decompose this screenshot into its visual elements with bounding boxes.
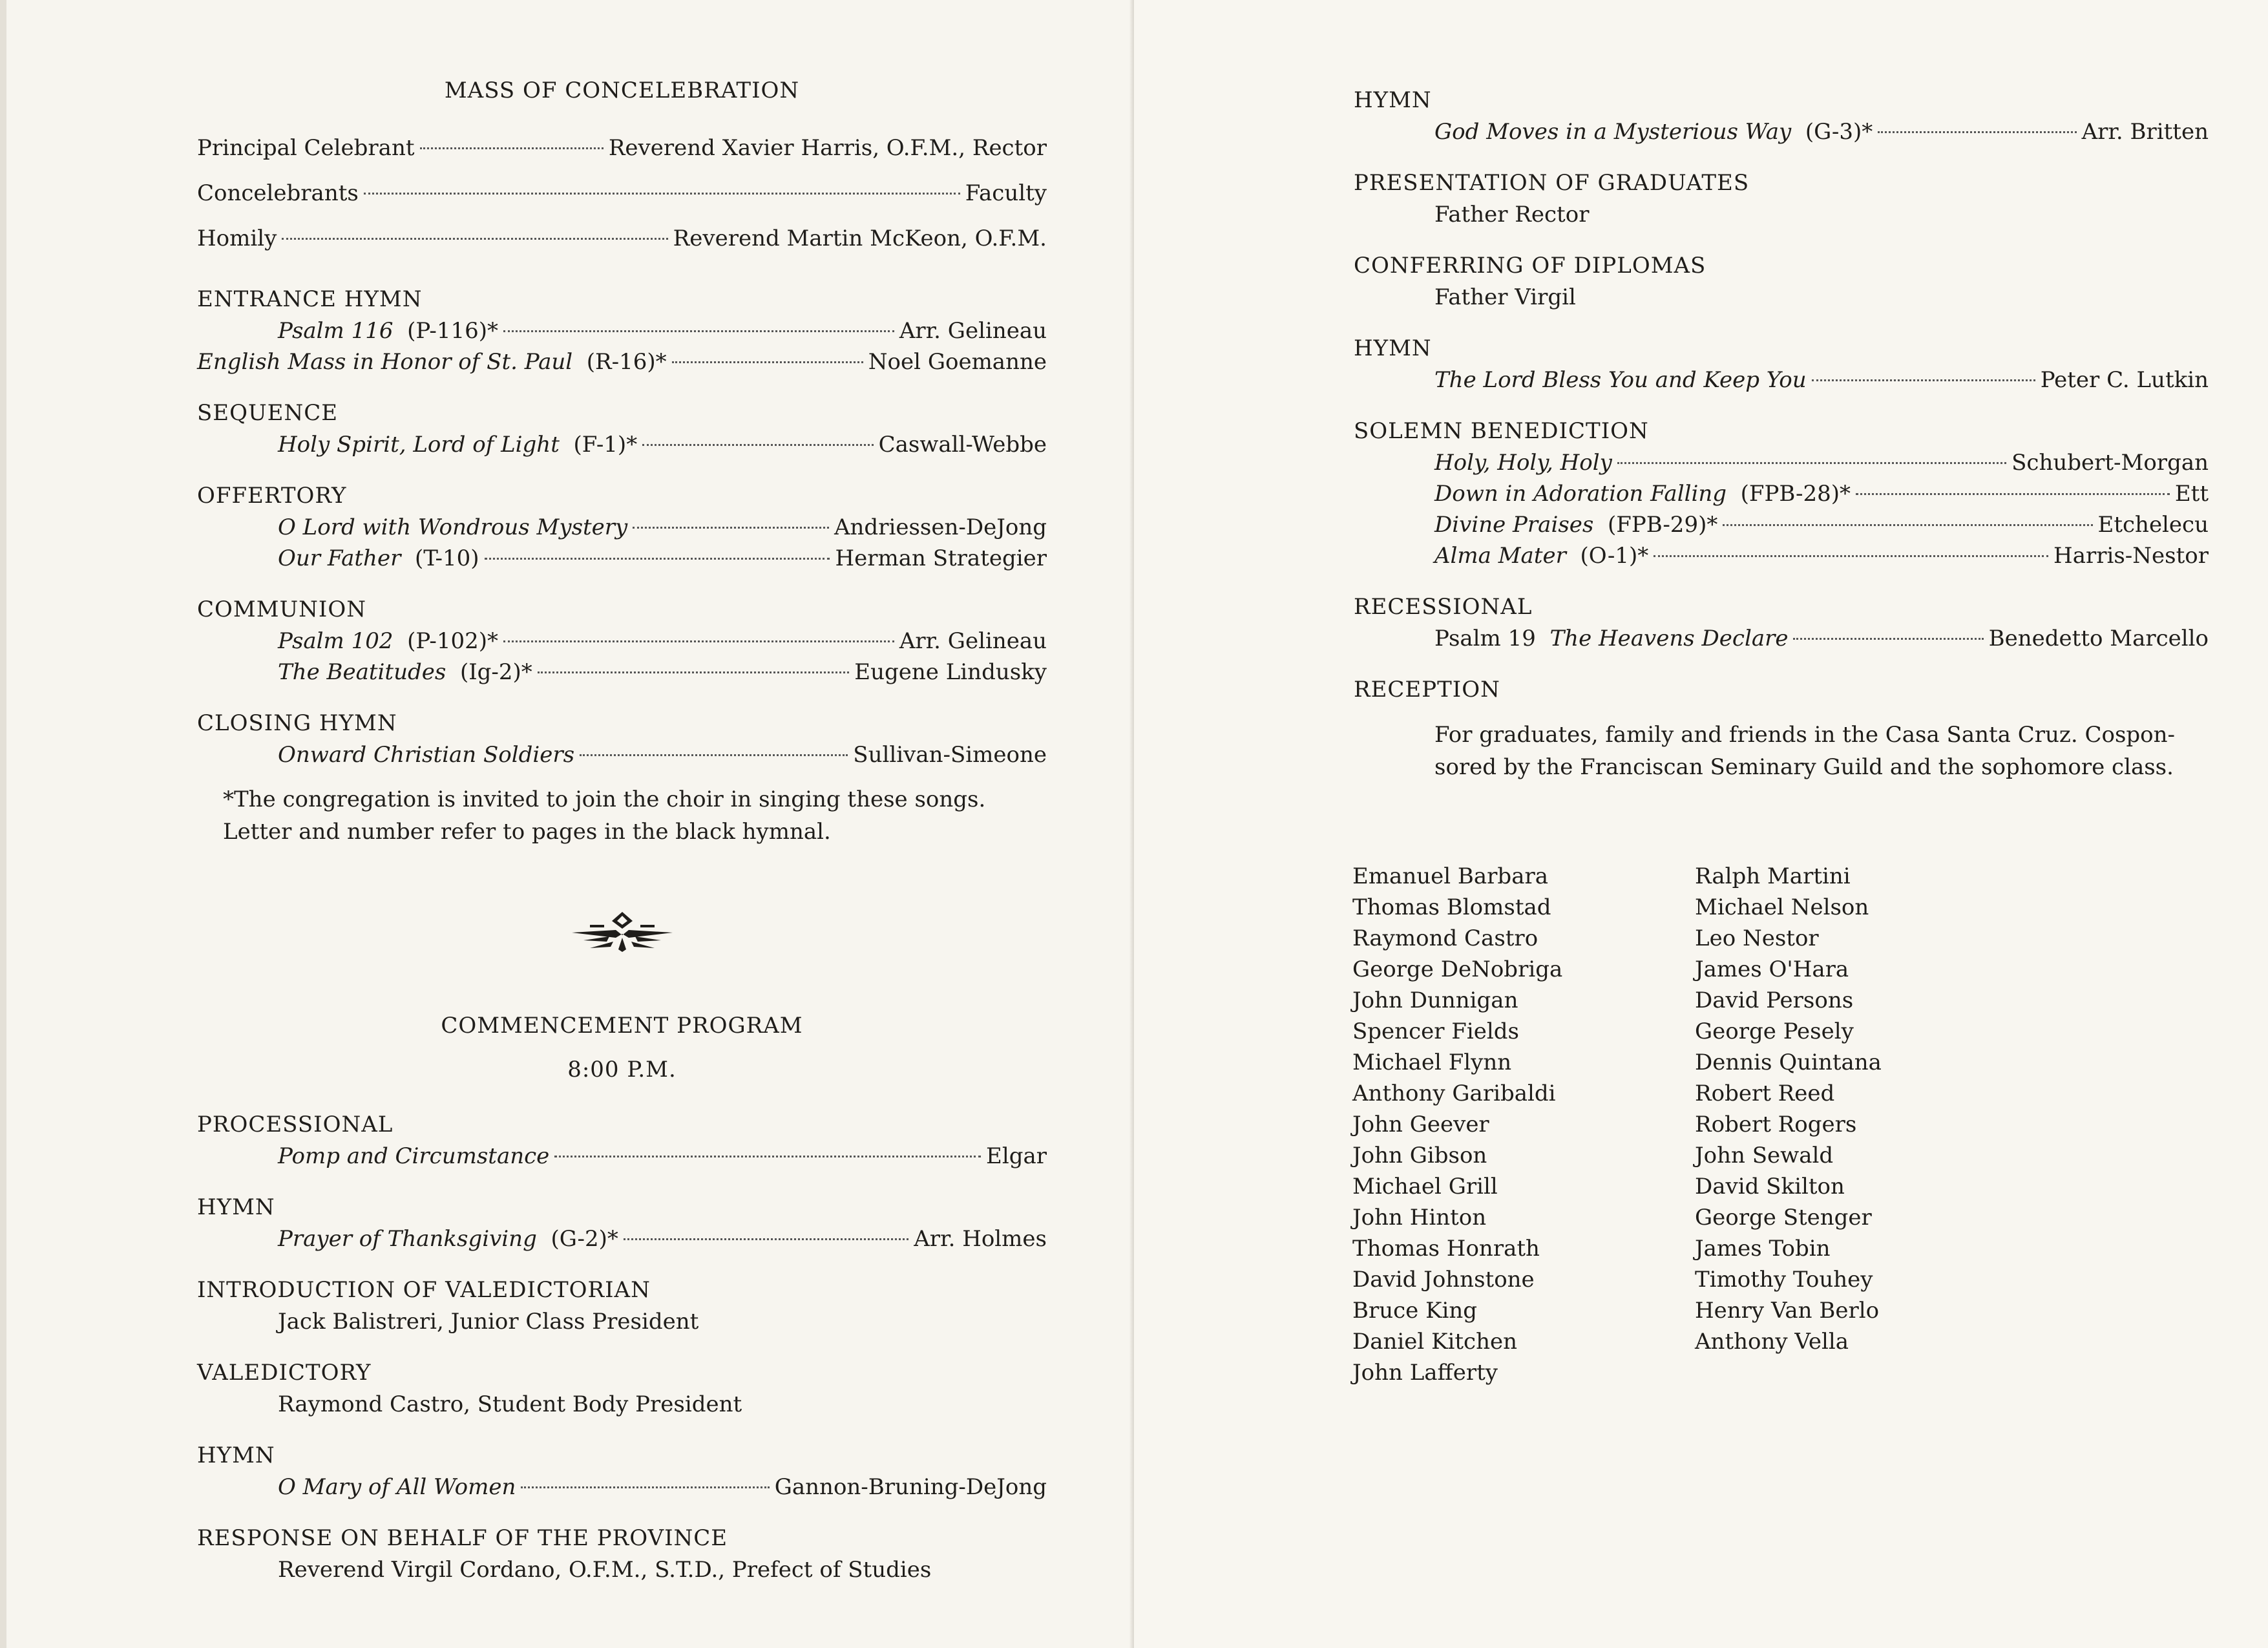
composer: Ett	[2174, 481, 2209, 507]
hymn-title: Alma Mater	[1434, 543, 1566, 569]
leader-dots	[633, 527, 829, 529]
role-label: Concelebrants	[197, 180, 359, 206]
leader-dots	[672, 361, 863, 363]
leader-dots	[1793, 638, 1983, 640]
hymn-heading: HYMN	[197, 1194, 275, 1220]
composer: Sullivan-Simeone	[853, 742, 1047, 768]
graduate-name: Michael Nelson	[1695, 894, 1869, 920]
communion-heading: COMMUNION	[197, 597, 366, 622]
composer: Noel Goemanne	[868, 349, 1047, 375]
hymn-row	[197, 346, 1047, 377]
response-heading: RESPONSE ON BEHALF OF THE PROVINCE	[197, 1525, 728, 1551]
composer: Peter C. Lutkin	[2040, 367, 2209, 393]
leader-dots	[1878, 131, 2076, 133]
graduate-name: George Stenger	[1695, 1205, 1872, 1231]
leader-dots	[580, 754, 848, 756]
leader-dots	[538, 671, 850, 673]
hymn-row	[197, 657, 1047, 688]
role-value: Reverend Xavier Harris, O.F.M., Rector	[608, 135, 1047, 161]
graduate-name: Thomas Honrath	[1352, 1236, 1540, 1262]
page-edge	[0, 0, 6, 1648]
hymn-title: The Heavens Declare	[1549, 626, 1789, 651]
graduate-name: James Tobin	[1695, 1236, 1831, 1262]
hymn-title: Divine Praises	[1434, 512, 1594, 538]
hymn-title: Holy Spirit, Lord of Light	[278, 432, 560, 458]
hymnal-ref: (F-1)*	[573, 432, 638, 458]
graduate-name: Spencer Fields	[1352, 1019, 1519, 1044]
reception-text	[1354, 719, 2209, 783]
graduate-name: Robert Reed	[1695, 1081, 1835, 1106]
leader-dots	[503, 330, 894, 332]
hymn-row	[197, 739, 1047, 770]
presentation-text: Father Rector	[1434, 202, 1590, 227]
graduate-name: Michael Grill	[1352, 1174, 1498, 1199]
leader-dots	[364, 193, 960, 195]
intro-valedictorian-text: Jack Balistreri, Junior Class President	[278, 1309, 699, 1335]
hymn-row	[197, 1223, 1047, 1254]
hymn-row	[1354, 478, 2209, 509]
leader-dots	[554, 1156, 981, 1157]
reception-heading: RECEPTION	[1354, 677, 1500, 703]
mass-row	[197, 132, 1047, 164]
graduate-name: Michael Flynn	[1352, 1050, 1512, 1075]
role-value: Reverend Martin McKeon, O.F.M.	[673, 226, 1047, 251]
hymn-title: O Mary of All Women	[278, 1474, 516, 1500]
leader-dots	[503, 640, 894, 642]
composer: Etchelecu	[2097, 512, 2209, 538]
graduate-name: John Dunnigan	[1352, 988, 1518, 1013]
hymn-title: Pomp and Circumstance	[278, 1143, 550, 1169]
leader-dots	[485, 558, 830, 560]
graduate-name: George DeNobriga	[1352, 956, 1563, 982]
recessional-heading: RECESSIONAL	[1354, 594, 1533, 620]
graduate-name: Leo Nestor	[1695, 925, 1819, 951]
hymnal-ref: (P-116)*	[407, 318, 499, 344]
ornament-divider	[197, 909, 1047, 955]
graduate-name: David Persons	[1695, 988, 1854, 1013]
hymn-row	[197, 626, 1047, 657]
graduate-names	[1352, 861, 2209, 1388]
graduate-name: Ralph Martini	[1695, 863, 1851, 889]
hymn-row	[1354, 364, 2209, 396]
graduate-name: Daniel Kitchen	[1352, 1329, 1517, 1355]
hymn-title: Down in Adoration Falling	[1434, 481, 1727, 507]
response-text: Reverend Virgil Cordano, O.F.M., S.T.D., Prefect of Studies	[278, 1557, 932, 1583]
hymnal-ref: (G-2)*	[551, 1226, 618, 1252]
composer: Arr. Holmes	[914, 1226, 1047, 1252]
reception-line: sored by the Franciscan Seminary Guild and the sophomore class.	[1434, 754, 2174, 780]
graduate-name: Raymond Castro	[1352, 925, 1538, 951]
composer: Arr. Gelineau	[899, 318, 1047, 344]
processional-heading: PROCESSIONAL	[197, 1112, 394, 1137]
hymn-title: God Moves in a Mysterious Way	[1434, 119, 1792, 145]
graduate-name: David Skilton	[1695, 1174, 1845, 1199]
graduate-names-column	[1352, 861, 1695, 1388]
hymn-title: Psalm 102	[278, 628, 394, 654]
leader-dots	[624, 1238, 908, 1240]
commencement-time: 8:00 P.M.	[567, 1057, 677, 1083]
leader-dots	[282, 238, 667, 240]
composer: Eugene Lindusky	[854, 659, 1047, 685]
graduate-names-column	[1695, 861, 1882, 1388]
leader-dots	[420, 147, 604, 149]
leader-dots	[1856, 493, 2170, 495]
hymnal-ref: (FPB-29)*	[1607, 512, 1718, 538]
graduate-name: John Lafferty	[1352, 1360, 1498, 1386]
hymn-title: Holy, Holy, Holy	[1434, 450, 1612, 476]
hymnal-ref: (FPB-28)*	[1740, 481, 1851, 507]
graduate-name: John Geever	[1352, 1112, 1489, 1137]
graduate-name: James O'Hara	[1695, 956, 1849, 982]
leader-dots	[1723, 524, 2092, 526]
closing-hymn-heading: CLOSING HYMN	[197, 710, 397, 736]
hymn-row	[197, 315, 1047, 346]
composer: Harris-Nestor	[2053, 543, 2209, 569]
composer: Benedetto Marcello	[1988, 626, 2209, 651]
mass-title: MASS OF CONCELEBRATION	[444, 78, 800, 103]
valedictory-heading: VALEDICTORY	[197, 1360, 372, 1386]
graduate-name: Anthony Garibaldi	[1352, 1081, 1556, 1106]
hymn-title: O Lord with Wondrous Mystery	[278, 514, 628, 540]
graduate-name: Dennis Quintana	[1695, 1050, 1882, 1075]
hymnal-ref: (P-102)*	[407, 628, 499, 654]
composer: Caswall-Webbe	[878, 432, 1047, 458]
hymn-title: Prayer of Thanksgiving	[278, 1226, 537, 1252]
leader-dots	[521, 1486, 769, 1488]
hymn-row	[197, 543, 1047, 574]
composer: Arr. Britten	[2081, 119, 2209, 145]
graduate-name: Emanuel Barbara	[1352, 863, 1548, 889]
hymn-row	[1354, 623, 2209, 654]
leader-dots	[1654, 555, 2048, 557]
hymn-row	[197, 512, 1047, 543]
hymn-row	[197, 1472, 1047, 1503]
hymnal-ref: (Ig-2)*	[459, 659, 532, 685]
hymn-heading: HYMN	[1354, 335, 1432, 361]
graduate-name: Bruce King	[1352, 1298, 1478, 1324]
hymn-title: Our Father	[278, 545, 401, 571]
hymnal-ref: (T-10)	[414, 545, 479, 571]
hymn-row	[1354, 116, 2209, 147]
mass-roles	[197, 132, 1047, 254]
leader-dots	[642, 444, 873, 446]
hymnal-ref: (O-1)*	[1580, 543, 1649, 569]
mass-row	[197, 223, 1047, 254]
valedictory-text: Raymond Castro, Student Body President	[278, 1391, 742, 1417]
sequence-heading: SEQUENCE	[197, 400, 339, 426]
graduate-name: Anthony Vella	[1695, 1329, 1849, 1355]
graduate-name: John Hinton	[1352, 1205, 1487, 1231]
leader-dots	[1812, 379, 2035, 381]
commencement-title: COMMENCEMENT PROGRAM	[441, 1013, 803, 1039]
hymn-heading: HYMN	[197, 1442, 275, 1468]
conferring-text: Father Virgil	[1434, 284, 1576, 310]
hymn-row	[1354, 540, 2209, 571]
composer: Elgar	[986, 1143, 1047, 1169]
composer: Herman Strategier	[835, 545, 1047, 571]
offertory-heading: OFFERTORY	[197, 483, 347, 509]
hymn-row	[197, 1141, 1047, 1172]
right-page	[1134, 0, 2268, 1648]
composer: Gannon-Bruning-DeJong	[774, 1474, 1047, 1500]
presentation-heading: PRESENTATION OF GRADUATES	[1354, 170, 1750, 196]
role-value: Faculty	[965, 180, 1047, 206]
hymn-row	[1354, 447, 2209, 478]
hymn-title: The Lord Bless You and Keep You	[1434, 367, 1807, 393]
intro-valedictorian-heading: INTRODUCTION OF VALEDICTORIAN	[197, 1277, 651, 1303]
composer: Arr. Gelineau	[899, 628, 1047, 654]
graduate-name: Henry Van Berlo	[1695, 1298, 1880, 1324]
graduate-name: Thomas Blomstad	[1352, 894, 1551, 920]
psalm-number: Psalm 19	[1434, 626, 1536, 651]
hymn-title: English Mass in Honor of St. Paul	[197, 349, 573, 375]
hymn-title: Psalm 116	[278, 318, 394, 344]
note-line: *The congregation is invited to join the choir in singing these songs.	[223, 787, 986, 812]
reception-line: For graduates, family and friends in the Casa Santa Cruz. Cospon-	[1434, 722, 2176, 748]
hymn-row	[197, 429, 1047, 460]
graduate-name: John Gibson	[1352, 1143, 1487, 1168]
role-label: Homily	[197, 226, 277, 251]
hymn-row	[1354, 509, 2209, 540]
conferring-heading: CONFERRING OF DIPLOMAS	[1354, 253, 1706, 279]
benediction-heading: SOLEMN BENEDICTION	[1354, 418, 1649, 444]
entrance-hymn-heading: ENTRANCE HYMN	[197, 286, 423, 312]
graduate-name: George Pesely	[1695, 1019, 1854, 1044]
graduate-name: David Johnstone	[1352, 1267, 1535, 1293]
ornament-icon	[571, 909, 674, 955]
hymnal-note	[197, 783, 1047, 848]
leader-dots	[1617, 462, 2006, 464]
graduate-name: Timothy Touhey	[1695, 1267, 1873, 1293]
role-label: Principal Celebrant	[197, 135, 415, 161]
graduate-name: John Sewald	[1695, 1143, 1834, 1168]
note-line: Letter and number refer to pages in the black hymnal.	[223, 819, 831, 845]
mass-row	[197, 178, 1047, 209]
hymnal-ref: (G-3)*	[1805, 119, 1873, 145]
composer: Andriessen-DeJong	[834, 514, 1047, 540]
composer: Schubert-Morgan	[2011, 450, 2209, 476]
hymn-title: Onward Christian Soldiers	[278, 742, 575, 768]
hymnal-ref: (R-16)*	[586, 349, 667, 375]
hymn-heading: HYMN	[1354, 87, 1432, 113]
graduate-name: Robert Rogers	[1695, 1112, 1857, 1137]
hymn-title: The Beatitudes	[278, 659, 446, 685]
